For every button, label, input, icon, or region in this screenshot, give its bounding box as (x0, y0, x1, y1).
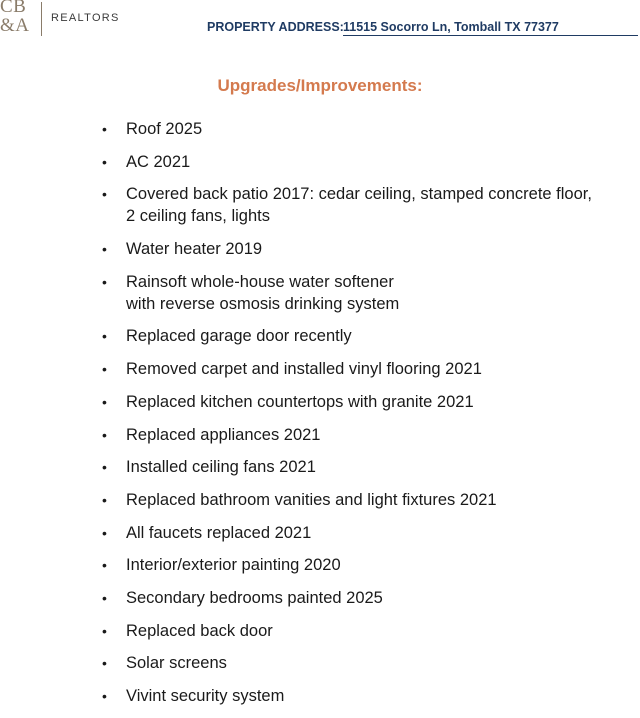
list-item-text: Replaced garage door recently (126, 327, 352, 346)
bullet-icon: • (102, 557, 107, 574)
bullet-icon: • (102, 459, 107, 476)
list-item (100, 151, 635, 173)
list-item (100, 271, 635, 315)
bullet-icon: • (102, 241, 107, 258)
list-item-text: Installed ceiling fans 2021 (126, 458, 316, 477)
bullet-icon: • (102, 186, 107, 203)
upgrades-list (100, 118, 635, 718)
list-item-text: with reverse osmosis drinking system (126, 294, 400, 313)
bullet-icon: • (102, 273, 107, 290)
logo-divider (41, 2, 42, 36)
list-item-text: Replaced appliances 2021 (126, 425, 321, 444)
list-item-text: Interior/exterior painting 2020 (126, 556, 341, 575)
list-item-text: Replaced kitchen countertops with granite 2021 (126, 392, 474, 411)
brokerage-logo-mark (0, 0, 36, 41)
bullet-icon: • (102, 426, 107, 443)
list-item (100, 554, 635, 576)
brokerage-logo-text: REALTORS (51, 12, 120, 24)
list-item-text: AC 2021 (126, 152, 191, 171)
list-item (100, 391, 635, 413)
list-item (100, 489, 635, 511)
list-item (100, 652, 635, 674)
list-item-text: Solar screens (126, 654, 227, 673)
section-title: Upgrades/Improvements: (217, 76, 423, 95)
property-address-label: PROPERTY ADDRESS: (207, 20, 344, 34)
list-item (100, 358, 635, 380)
list-item (100, 118, 635, 140)
list-item (100, 620, 635, 642)
document-header (0, 0, 640, 44)
list-item (100, 424, 635, 446)
list-item (100, 183, 635, 227)
list-item-text: Secondary bedrooms painted 2025 (126, 588, 383, 607)
list-item-text: All faucets replaced 2021 (126, 523, 312, 542)
list-item-text: 2 ceiling fans, lights (126, 207, 270, 226)
list-item (100, 685, 635, 707)
bullet-icon: • (102, 361, 107, 378)
list-item-text: Roof 2025 (126, 120, 203, 138)
list-item-text: Removed carpet and installed vinyl flooring 2021 (126, 360, 482, 379)
bullet-icon: • (102, 491, 107, 508)
list-item (100, 238, 635, 260)
list-item-text: Covered back patio 2017: cedar ceiling, stamped concrete floor, (126, 185, 592, 204)
bullet-icon: • (102, 589, 107, 606)
property-address-value: 11515 Socorro Ln, Tomball TX 77377 (343, 20, 638, 36)
bullet-icon: • (102, 655, 107, 672)
list-item-text: Replaced back door (126, 621, 273, 640)
list-item (100, 456, 635, 478)
bullet-icon: • (102, 524, 107, 541)
list-item-text: Water heater 2019 (126, 240, 263, 259)
bullet-icon: • (102, 153, 107, 170)
bullet-icon: • (102, 622, 107, 639)
list-item (100, 522, 635, 544)
list-item-text: Replaced bathroom vanities and light fixtures 2021 (126, 490, 497, 509)
bullet-icon: • (102, 688, 107, 704)
list-item-text: Vivint security system (126, 687, 285, 705)
list-item (100, 325, 635, 347)
list-item (100, 587, 635, 609)
list-item-text: Rainsoft whole-house water softener (126, 272, 394, 291)
bullet-icon: • (102, 121, 107, 137)
bullet-icon: • (102, 393, 107, 410)
logo-line-1: CB (0, 0, 27, 17)
logo-line-2: &A (0, 15, 30, 36)
bullet-icon: • (102, 328, 107, 345)
